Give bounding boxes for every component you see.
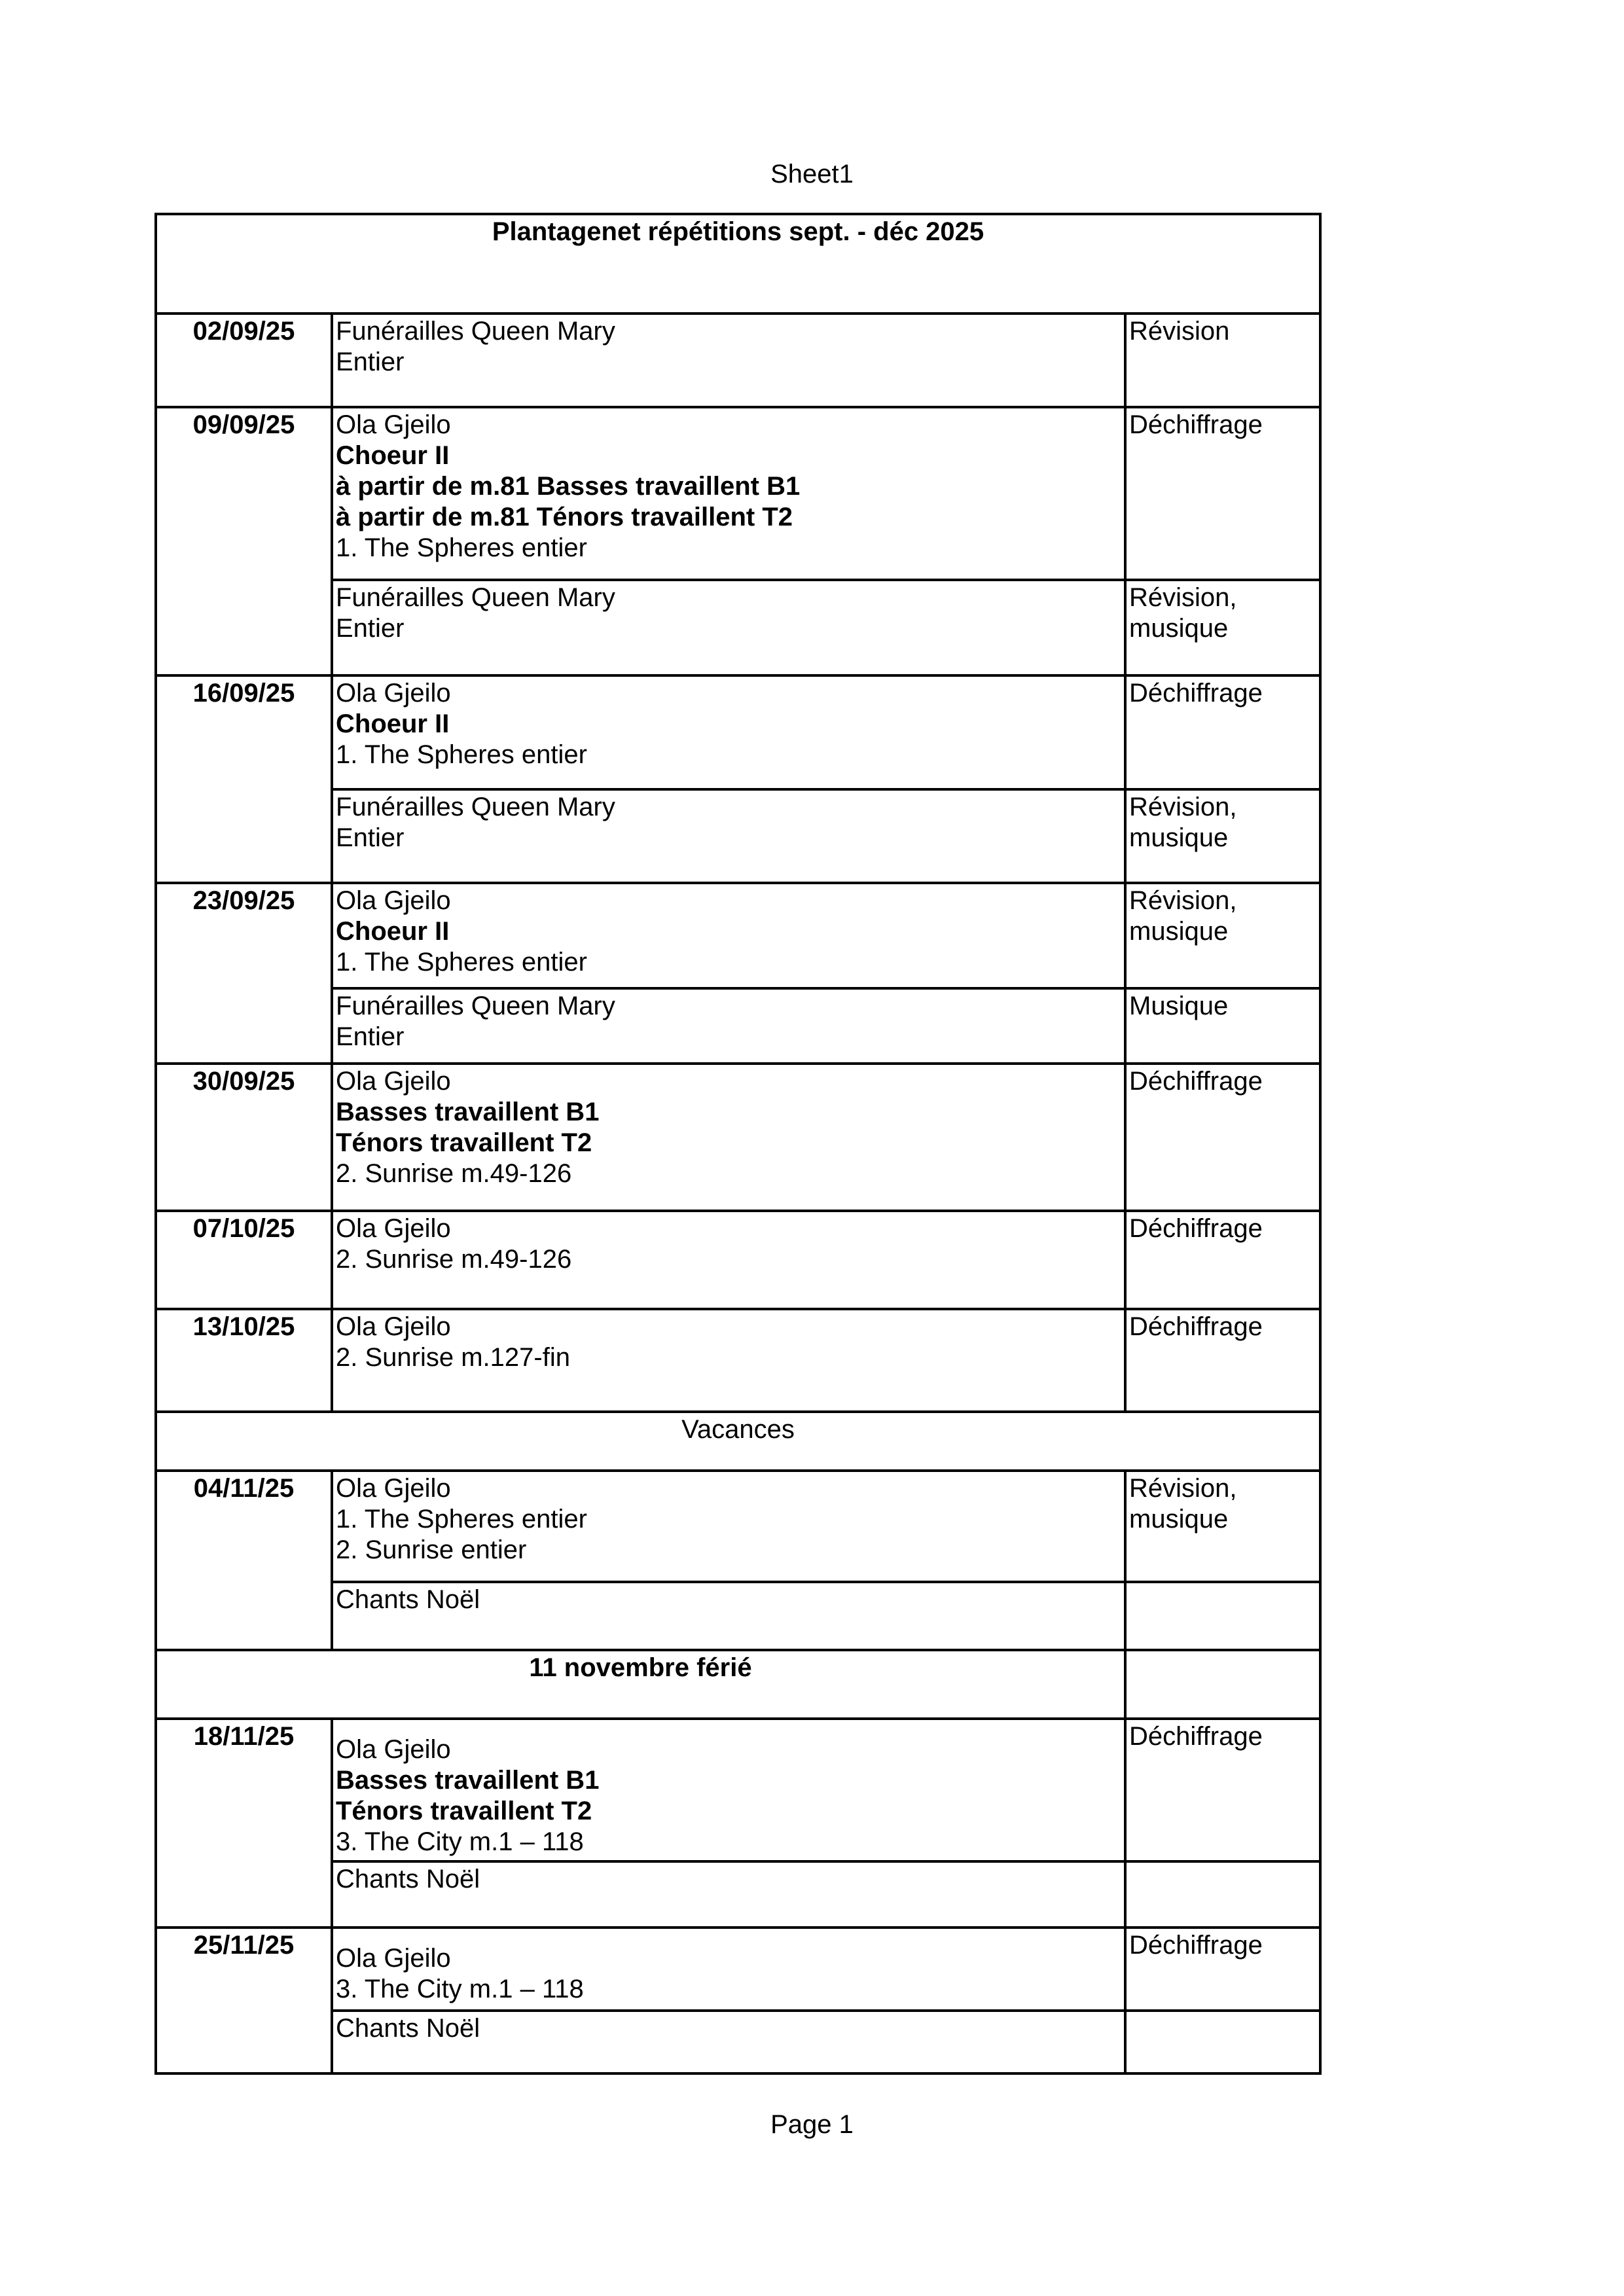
activity-type [1125,883,1320,988]
program-line: 2. Sunrise m.49-126 [336,1159,572,1188]
program-line: Ola Gjeilo [336,679,451,708]
program-line: Choeur II [336,917,450,946]
activity-line: musique [1129,823,1229,852]
program-cell [332,988,1125,1064]
rehearsal-date: 25/11/25 [156,1928,332,2073]
program-line: Funérailles Queen Mary [336,793,615,821]
program-line: Ola Gjeilo [336,1735,451,1764]
activity-line: Révision, [1129,886,1237,915]
program-line: 3. The City m.1 – 118 [336,1975,584,2003]
rehearsal-date: 30/09/25 [156,1064,332,1211]
program-line: Entier [336,614,405,643]
program-line: 2. Sunrise m.49-126 [336,1245,572,1274]
activity-type: Révision [1125,314,1320,407]
table-row [156,1719,1320,1861]
program-line: Entier [336,1022,405,1051]
program-line: Ténors travaillent T2 [336,1128,592,1157]
program-line: Funérailles Queen Mary [336,317,615,346]
sheet-name-header: Sheet1 [770,160,854,188]
schedule-table [154,213,1322,2075]
program-cell [332,407,1125,580]
activity-type: Déchiffrage [1125,1064,1320,1211]
program-cell [332,1719,1125,1861]
program-line: Ola Gjeilo [336,1214,451,1243]
program-line: 1. The Spheres entier [336,533,587,562]
rehearsal-date: 02/09/25 [156,314,332,407]
table-row [156,407,1320,580]
activity-type: Déchiffrage [1125,407,1320,580]
activity-type [1125,1861,1320,1928]
program-cell [332,1211,1125,1309]
table-row [156,1211,1320,1309]
program-line: 2. Sunrise m.127-fin [336,1343,570,1372]
program-line: Ola Gjeilo [336,1312,451,1341]
activity-line: Révision, [1129,1474,1237,1503]
holiday-row [156,1650,1320,1719]
table-title: Plantagenet répétitions sept. - déc 2025 [156,214,1320,314]
program-line: à partir de m.81 Ténors travaillent T2 [336,503,793,531]
program-cell [332,1064,1125,1211]
rehearsal-date: 09/09/25 [156,407,332,675]
program-line: Ola Gjeilo [336,1067,451,1096]
rehearsal-date: 16/09/25 [156,675,332,883]
activity-type [1125,1582,1320,1650]
activity-type: Déchiffrage [1125,1211,1320,1309]
rehearsal-date: 23/09/25 [156,883,332,1064]
rehearsal-date: 18/11/25 [156,1719,332,1928]
program-line: Choeur II [336,709,450,738]
activity-type: Musique [1125,988,1320,1064]
program-line: Funérailles Queen Mary [336,992,615,1020]
activity-type: Déchiffrage [1125,1309,1320,1412]
program-line: Ola Gjeilo [336,886,451,915]
activity-type [1125,789,1320,883]
activity-type [1125,580,1320,675]
table-row [156,883,1320,988]
activity-line: Révision, [1129,583,1237,612]
activity-type: Déchiffrage [1125,675,1320,789]
rehearsal-date: 04/11/25 [156,1471,332,1650]
program-line: 1. The Spheres entier [336,740,587,769]
program-line: Chants Noël [336,1585,480,1614]
program-line: Choeur II [336,441,450,470]
program-line: Ténors travaillent T2 [336,1797,592,1825]
activity-type: Déchiffrage [1125,1928,1320,2011]
program-cell [332,1471,1125,1582]
program-line: Funérailles Queen Mary [336,583,615,612]
program-line: 3. The City m.1 – 118 [336,1827,584,1856]
program-line: Basses travaillent B1 [336,1766,600,1795]
program-line: Ola Gjeilo [336,1944,451,1973]
activity-type: Déchiffrage [1125,1719,1320,1861]
program-line: Entier [336,348,405,376]
program-line: Ola Gjeilo [336,410,451,439]
program-cell [332,1861,1125,1928]
activity-line: musique [1129,917,1229,946]
program-cell [332,314,1125,407]
table-row [156,1471,1320,1582]
rehearsal-date: 07/10/25 [156,1211,332,1309]
program-line: Entier [336,823,405,852]
vacation-row [156,1412,1320,1471]
activity-type [1125,1471,1320,1582]
program-cell [332,1309,1125,1412]
table-row [156,314,1320,407]
activity-type [1125,1650,1320,1719]
activity-line: Révision, [1129,793,1237,821]
program-cell [332,2011,1125,2073]
program-line: Basses travaillent B1 [336,1098,600,1126]
holiday-label: 11 novembre férié [156,1650,1125,1719]
activity-line: musique [1129,1505,1229,1534]
program-line: Chants Noël [336,1865,480,1893]
program-cell [332,1582,1125,1650]
rehearsal-date: 13/10/25 [156,1309,332,1412]
program-cell [332,789,1125,883]
vacation-label: Vacances [156,1412,1320,1471]
activity-type [1125,2011,1320,2073]
table-row [156,1064,1320,1211]
title-row [156,214,1320,314]
program-cell [332,580,1125,675]
table-row [156,675,1320,789]
program-line: 1. The Spheres entier [336,948,587,977]
program-line: 2. Sunrise entier [336,1535,527,1564]
table-row [156,1309,1320,1412]
activity-line: musique [1129,614,1229,643]
program-cell [332,883,1125,988]
program-line: Chants Noël [336,2014,480,2043]
program-cell [332,675,1125,789]
program-cell [332,1928,1125,2011]
table-row [156,1928,1320,2011]
program-line: 1. The Spheres entier [336,1505,587,1534]
program-line: Ola Gjeilo [336,1474,451,1503]
program-line: à partir de m.81 Basses travaillent B1 [336,472,801,501]
page-number: Page 1 [770,2110,854,2139]
